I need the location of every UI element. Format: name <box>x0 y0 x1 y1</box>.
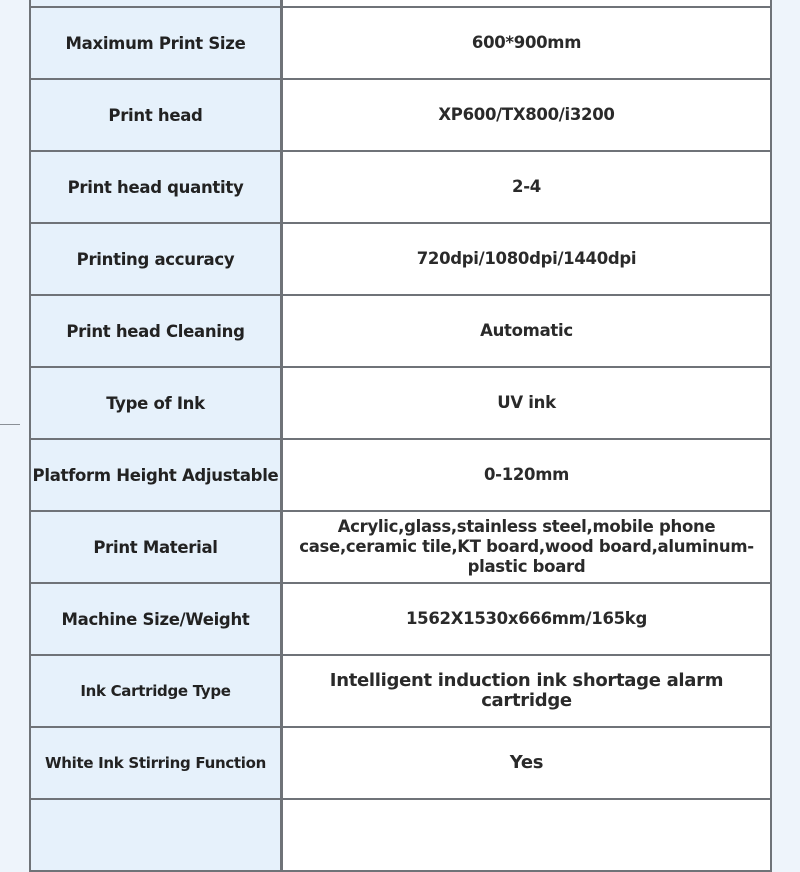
spec-value: XP600/TX800/i3200 <box>283 80 770 150</box>
table-row <box>31 0 770 8</box>
spec-value: Acrylic,glass,stainless steel,mobile phone case,ceramic tile,KT board,wood board,aluminum-plastic board <box>283 512 770 582</box>
table-row <box>31 152 770 224</box>
spec-value: Automatic <box>283 296 770 366</box>
spec-value: 720dpi/1080dpi/1440dpi <box>283 224 770 294</box>
table-row <box>31 728 770 800</box>
table-row <box>31 368 770 440</box>
spec-value: Yes <box>283 728 770 798</box>
table-row <box>31 440 770 512</box>
table-row <box>31 656 770 728</box>
spec-label: Ink Cartridge Type <box>31 656 283 726</box>
table-row <box>31 8 770 80</box>
spec-value: 600*900mm <box>283 8 770 78</box>
spec-label: Platform Height Adjustable <box>31 440 283 510</box>
spec-value: UV ink <box>283 368 770 438</box>
table-row <box>31 296 770 368</box>
spec-value: Intelligent induction ink shortage alarm cartridge <box>283 656 770 726</box>
table-row <box>31 512 770 584</box>
table-row <box>31 584 770 656</box>
spec-value <box>283 800 770 870</box>
spec-label <box>31 800 283 870</box>
divider-line <box>0 424 20 425</box>
spec-label: Machine Size/Weight <box>31 584 283 654</box>
spec-table <box>29 0 772 872</box>
table-row <box>31 800 770 872</box>
spec-value: 2-4 <box>283 152 770 222</box>
spec-label: Print head Cleaning <box>31 296 283 366</box>
spec-value: 1562X1530x666mm/165kg <box>283 584 770 654</box>
spec-label: Print Material <box>31 512 283 582</box>
table-row <box>31 224 770 296</box>
spec-label: White Ink Stirring Function <box>31 728 283 798</box>
spec-value <box>283 0 770 6</box>
spec-value: 0-120mm <box>283 440 770 510</box>
spec-label: Type of Ink <box>31 368 283 438</box>
spec-label <box>31 0 283 6</box>
table-row <box>31 80 770 152</box>
spec-label: Maximum Print Size <box>31 8 283 78</box>
spec-label: Printing accuracy <box>31 224 283 294</box>
spec-label: Print head quantity <box>31 152 283 222</box>
spec-label: Print head <box>31 80 283 150</box>
